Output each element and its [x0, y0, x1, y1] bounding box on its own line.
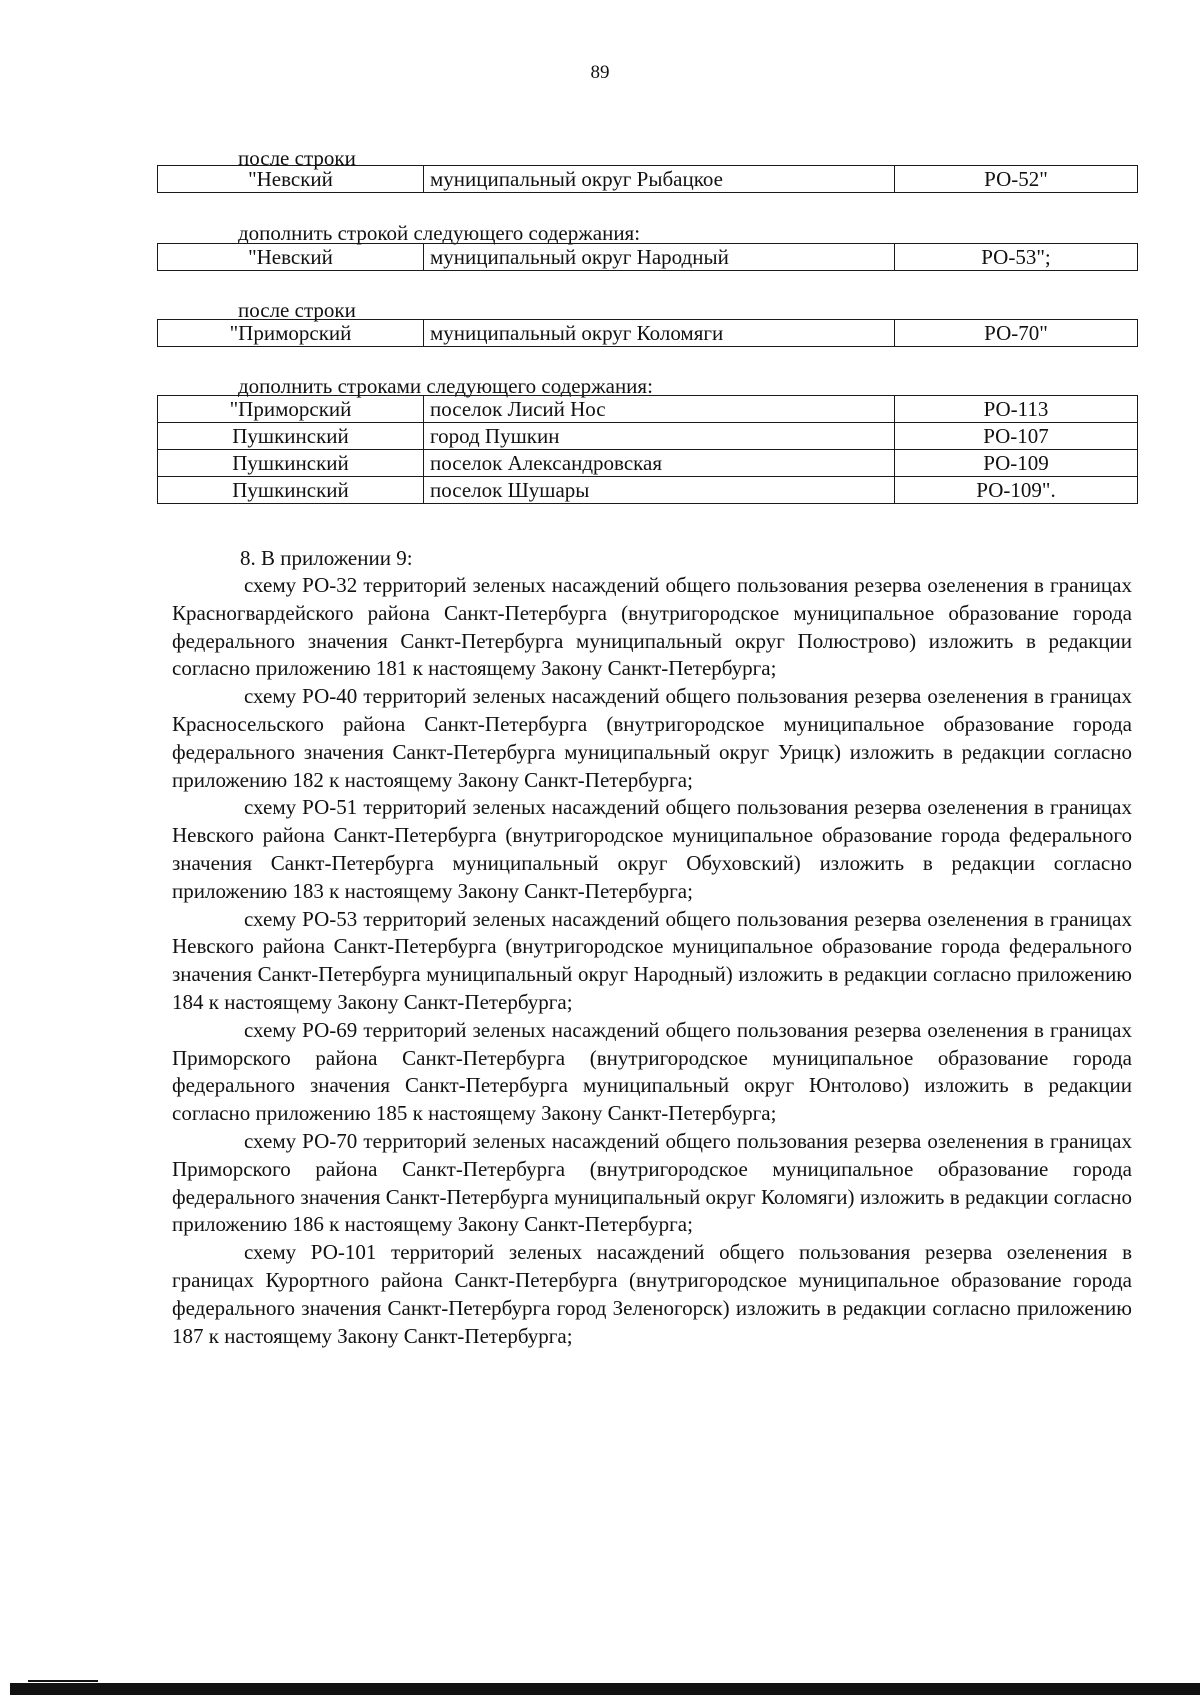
- district-cell: "Приморский: [158, 320, 424, 347]
- paragraph: схему РО-69 территорий зеленых насаждений общего пользования резерва озеленения в границах Приморского района Санкт-Петербурга (внутригородское муниципальное образование города федерального значения Санкт-Петербурга муниципальный округ Юнтолово) изложить в редакции согласно приложению 185 к настоящему Закону Санкт-Петербурга;: [172, 1017, 1132, 1126]
- code-cell: РО-70": [895, 320, 1138, 347]
- paragraph: схему РО-70 территорий зеленых насаждений общего пользования резерва озеленения в границах Приморского района Санкт-Петербурга (внутригородское муниципальное образование города федерального значения Санкт-Петербурга муниципальный округ Коломяги) изложить в редакции согласно приложению 186 к настоящему Закону Санкт-Петербурга;: [172, 1128, 1132, 1237]
- territory-cell: муниципальный округ Коломяги: [424, 320, 895, 347]
- code-cell: РО-52": [895, 166, 1138, 193]
- paragraph: схему РО-101 территорий зеленых насаждений общего пользования резерва озеленения в границах Курортного района Санкт-Петербурга (внутригородское муниципальное образование города федерального значения Санкт-Петербурга город Зеленогорск) изложить в редакции согласно приложению 187 к настоящему Закону Санкт-Петербурга;: [172, 1240, 1132, 1348]
- territory-cell: муниципальный округ Рыбацкое: [424, 166, 895, 193]
- body-text: [172, 572, 1132, 1350]
- scan-edge-line: [28, 1680, 98, 1682]
- paragraph: схему РО-53 территорий зеленых насаждений общего пользования резерва озеленения в границах Невского района Санкт-Петербурга (внутригородское муниципальное образование города федерального значения Санкт-Петербурга муниципальный округ Народный) изложить в редакции согласно приложению 184 к настоящему Закону Санкт-Петербурга;: [172, 906, 1132, 1014]
- table-row: [158, 244, 1138, 271]
- district-cell: Пушкинский: [158, 477, 424, 504]
- code-cell: РО-109".: [895, 477, 1138, 504]
- amendment-1-label: после строки: [238, 146, 356, 170]
- code-cell: РО-53";: [895, 244, 1138, 271]
- scan-edge-bar: [10, 1683, 1200, 1695]
- code-cell: РО-109: [895, 450, 1138, 477]
- amendment-4-table: [157, 395, 1138, 504]
- amendment-1-table: [157, 165, 1138, 193]
- paragraph: схему РО-51 территорий зеленых насаждений общего пользования резерва озеленения в границах Невского района Санкт-Петербурга (внутригородское муниципальное образование города федерального значения Санкт-Петербурга муниципальный округ Обуховский) изложить в редакции согласно приложению 183 к настоящему Закону Санкт-Петербурга;: [172, 795, 1132, 903]
- amendment-3-label: после строки: [238, 298, 356, 322]
- code-cell: РО-107: [895, 423, 1138, 450]
- district-cell: Пушкинский: [158, 423, 424, 450]
- amendment-2-table: [157, 243, 1138, 271]
- territory-cell: поселок Шушары: [424, 477, 895, 504]
- table-row: [158, 477, 1138, 504]
- table-row: [158, 423, 1138, 450]
- amendment-3-table: [157, 319, 1138, 347]
- page-number: 89: [590, 62, 610, 83]
- district-cell: "Невский: [158, 244, 424, 271]
- territory-cell: поселок Александровская: [424, 450, 895, 477]
- district-cell: "Невский: [158, 166, 424, 193]
- table-row: [158, 396, 1138, 423]
- table-row: [158, 166, 1138, 193]
- territory-cell: поселок Лисий Нос: [424, 396, 895, 423]
- territory-cell: муниципальный округ Народный: [424, 244, 895, 271]
- amendment-2-label: дополнить строкой следующего содержания:: [238, 221, 641, 245]
- district-cell: Пушкинский: [158, 450, 424, 477]
- table-row: [158, 450, 1138, 477]
- paragraph: схему РО-40 территорий зеленых насаждений общего пользования резерва озеленения в границах Красносельского района Санкт-Петербурга (внутригородское муниципальное образование города федерального значения Санкт-Петербурга муниципальный округ Урицк) изложить в редакции согласно приложению 182 к настоящему Закону Санкт-Петербурга;: [172, 684, 1132, 792]
- district-cell: "Приморский: [158, 396, 424, 423]
- amendment-4-label: дополнить строками следующего содержания:: [238, 374, 653, 398]
- section-heading: 8. В приложении 9:: [240, 546, 413, 570]
- paragraph: схему РО-32 территорий зеленых насаждений общего пользования резерва озеленения в границах Красногвардейского района Санкт-Петербурга (внутригородское муниципальное образование города федерального значения Санкт-Петербурга муниципальный округ Полюстрово) изложить в редакции согласно приложению 181 к настоящему Закону Санкт-Петербурга;: [172, 573, 1132, 681]
- table-row: [158, 320, 1138, 347]
- code-cell: РО-113: [895, 396, 1138, 423]
- territory-cell: город Пушкин: [424, 423, 895, 450]
